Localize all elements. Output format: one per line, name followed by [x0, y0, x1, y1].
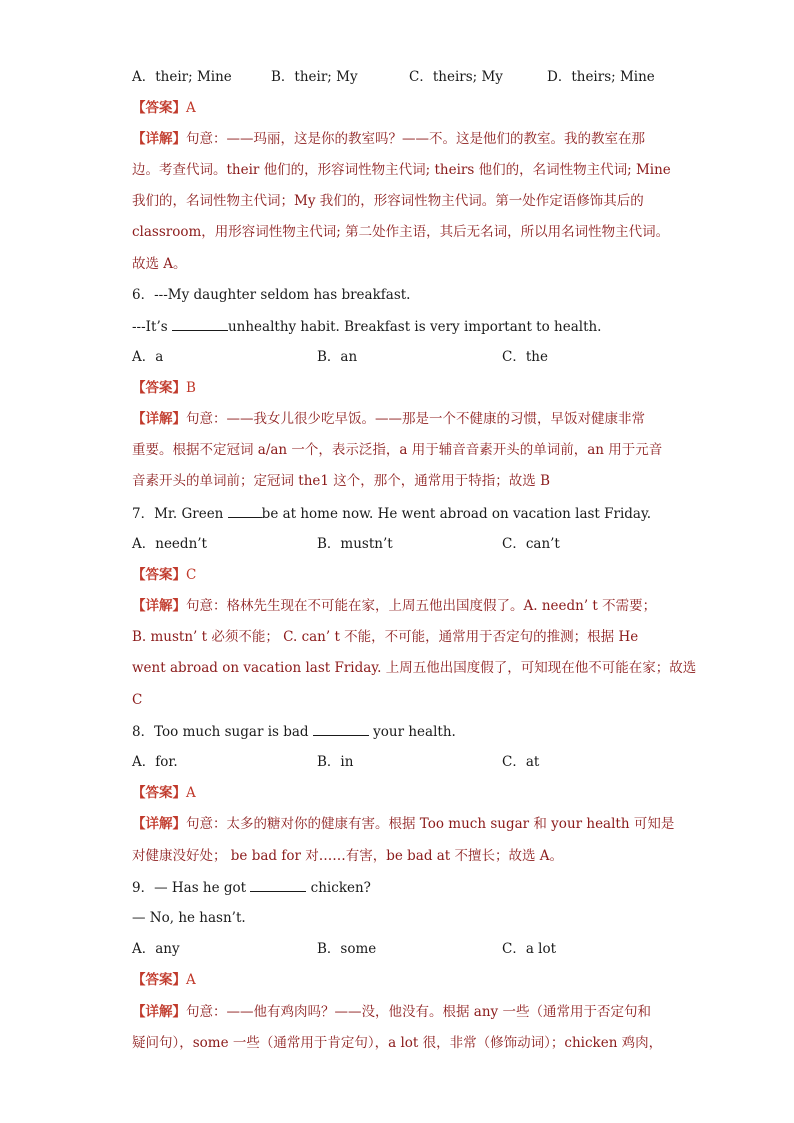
q6-blank	[172, 316, 228, 331]
q6-stem-2: ---It’s unhealthy habit. Breakfast is very important to health.	[132, 316, 601, 337]
q6-option-c: C．the	[502, 349, 548, 365]
q9-explain-line-2: 疑问句），some 一些（通常用于肯定句），a lot 很，非常（修饰动词）；chicken 鸡肉，	[132, 1035, 663, 1051]
q9-stem-1: 9．— Has he got chicken?	[132, 877, 371, 898]
q5-explain-line-3: 我们的，名词性物主代词；My 我们的，形容词性物主代词。第一处作定语修饰其后的	[132, 193, 644, 209]
q6-stem-1: 6．---My daughter seldom has breakfast.	[132, 287, 411, 303]
q5-option-b: B．their; My	[271, 69, 358, 85]
q7-explain-line-2: B. mustn’ t 必须不能； C. can’ t 不能，不可能，通常用于否定句的推测；根据 He	[132, 629, 639, 645]
q7-explain-line-4: C	[132, 692, 143, 708]
q8-answer: 【答案】A	[132, 785, 196, 801]
q7-answer: 【答案】C	[132, 567, 197, 583]
q6-explain-line-2: 重要。根据不定冠词 a/an 一个，表示泛指，a 用于辅音音素开头的单词前，an 用于元音	[132, 442, 663, 458]
q7-explain-line-3: went abroad on vacation last Friday. 上周五他出国度假了，可知现在他不可能在家；故选	[132, 660, 697, 676]
q9-option-a: A．any	[132, 941, 180, 957]
q7-stem: 7．Mr. Green be at home now. He went abroad on vacation last Friday.	[132, 503, 651, 524]
q9-option-b: B．some	[317, 941, 377, 957]
q8-explain-line-2: 对健康没好处； be bad for 对……有害，be bad at 不擅长；故选 A。	[132, 848, 564, 864]
q8-option-b: B．in	[317, 754, 354, 770]
q8-explain-line-1: 【详解】句意：太多的糖对你的健康有害。根据 Too much sugar 和 your health 可知是	[132, 816, 675, 832]
q5-option-d: D．theirs; Mine	[547, 69, 655, 85]
q9-explain-line-1: 【详解】句意：——他有鸡肉吗？——没，他没有。根据 any 一些（通常用于否定句和	[132, 1004, 651, 1020]
answer-value: A	[186, 100, 196, 116]
q6-answer: 【答案】B	[132, 380, 196, 396]
q9-option-c: C．a lot	[502, 941, 557, 957]
q8-stem: 8．Too much sugar is bad your health.	[132, 721, 456, 742]
q9-stem-2: — No, he hasn’t.	[132, 910, 246, 926]
q7-option-c: C．can’t	[502, 536, 560, 552]
q5-explain-line-2: 边。考查代词。their 他们的，形容词性物主代词; theirs 他们的，名词性物主代词; Mine	[132, 162, 671, 178]
q7-blank	[228, 503, 262, 518]
q5-answer	[132, 98, 196, 118]
q7-explain-line-1: 【详解】句意：格林先生现在不可能在家，上周五他出国度假了。A. needn’ t 不需要；	[132, 598, 657, 614]
q5-option-a: A．their; Mine	[132, 69, 232, 85]
q9-blank	[250, 877, 306, 892]
q9-answer: 【答案】A	[132, 972, 196, 988]
q7-option-a: A．needn’t	[132, 536, 207, 552]
explain-label: 【详解】	[132, 131, 186, 147]
q7-option-b: B．mustn’t	[317, 536, 393, 552]
q6-option-b: B．an	[317, 349, 358, 365]
q6-option-a: A．a	[132, 349, 164, 365]
q6-explain-line-1: 【详解】句意：——我女儿很少吃早饭。——那是一个不健康的习惯，早饭对健康非常	[132, 411, 645, 427]
q8-option-a: A．for.	[132, 754, 178, 770]
q5-explain-line-5: 故选 A。	[132, 256, 187, 272]
q8-blank	[313, 721, 369, 736]
q5-explain-line-4: classroom，用形容词性物主代词; 第二处作主语，其后无名词，所以用名词性物主代词。	[132, 224, 670, 240]
q8-option-c: C．at	[502, 754, 540, 770]
q6-explain-line-3: 音素开头的单词前；定冠词 the1 这个，那个，通常用于特指；故选 B	[132, 473, 550, 489]
q5-option-c: C．theirs; My	[409, 69, 503, 85]
q5-explain-line-1: 【详解】句意：——玛丽，这是你的教室吗？——不。这是他们的教室。我的教室在那	[132, 131, 645, 147]
answer-label: 【答案】	[132, 100, 186, 116]
